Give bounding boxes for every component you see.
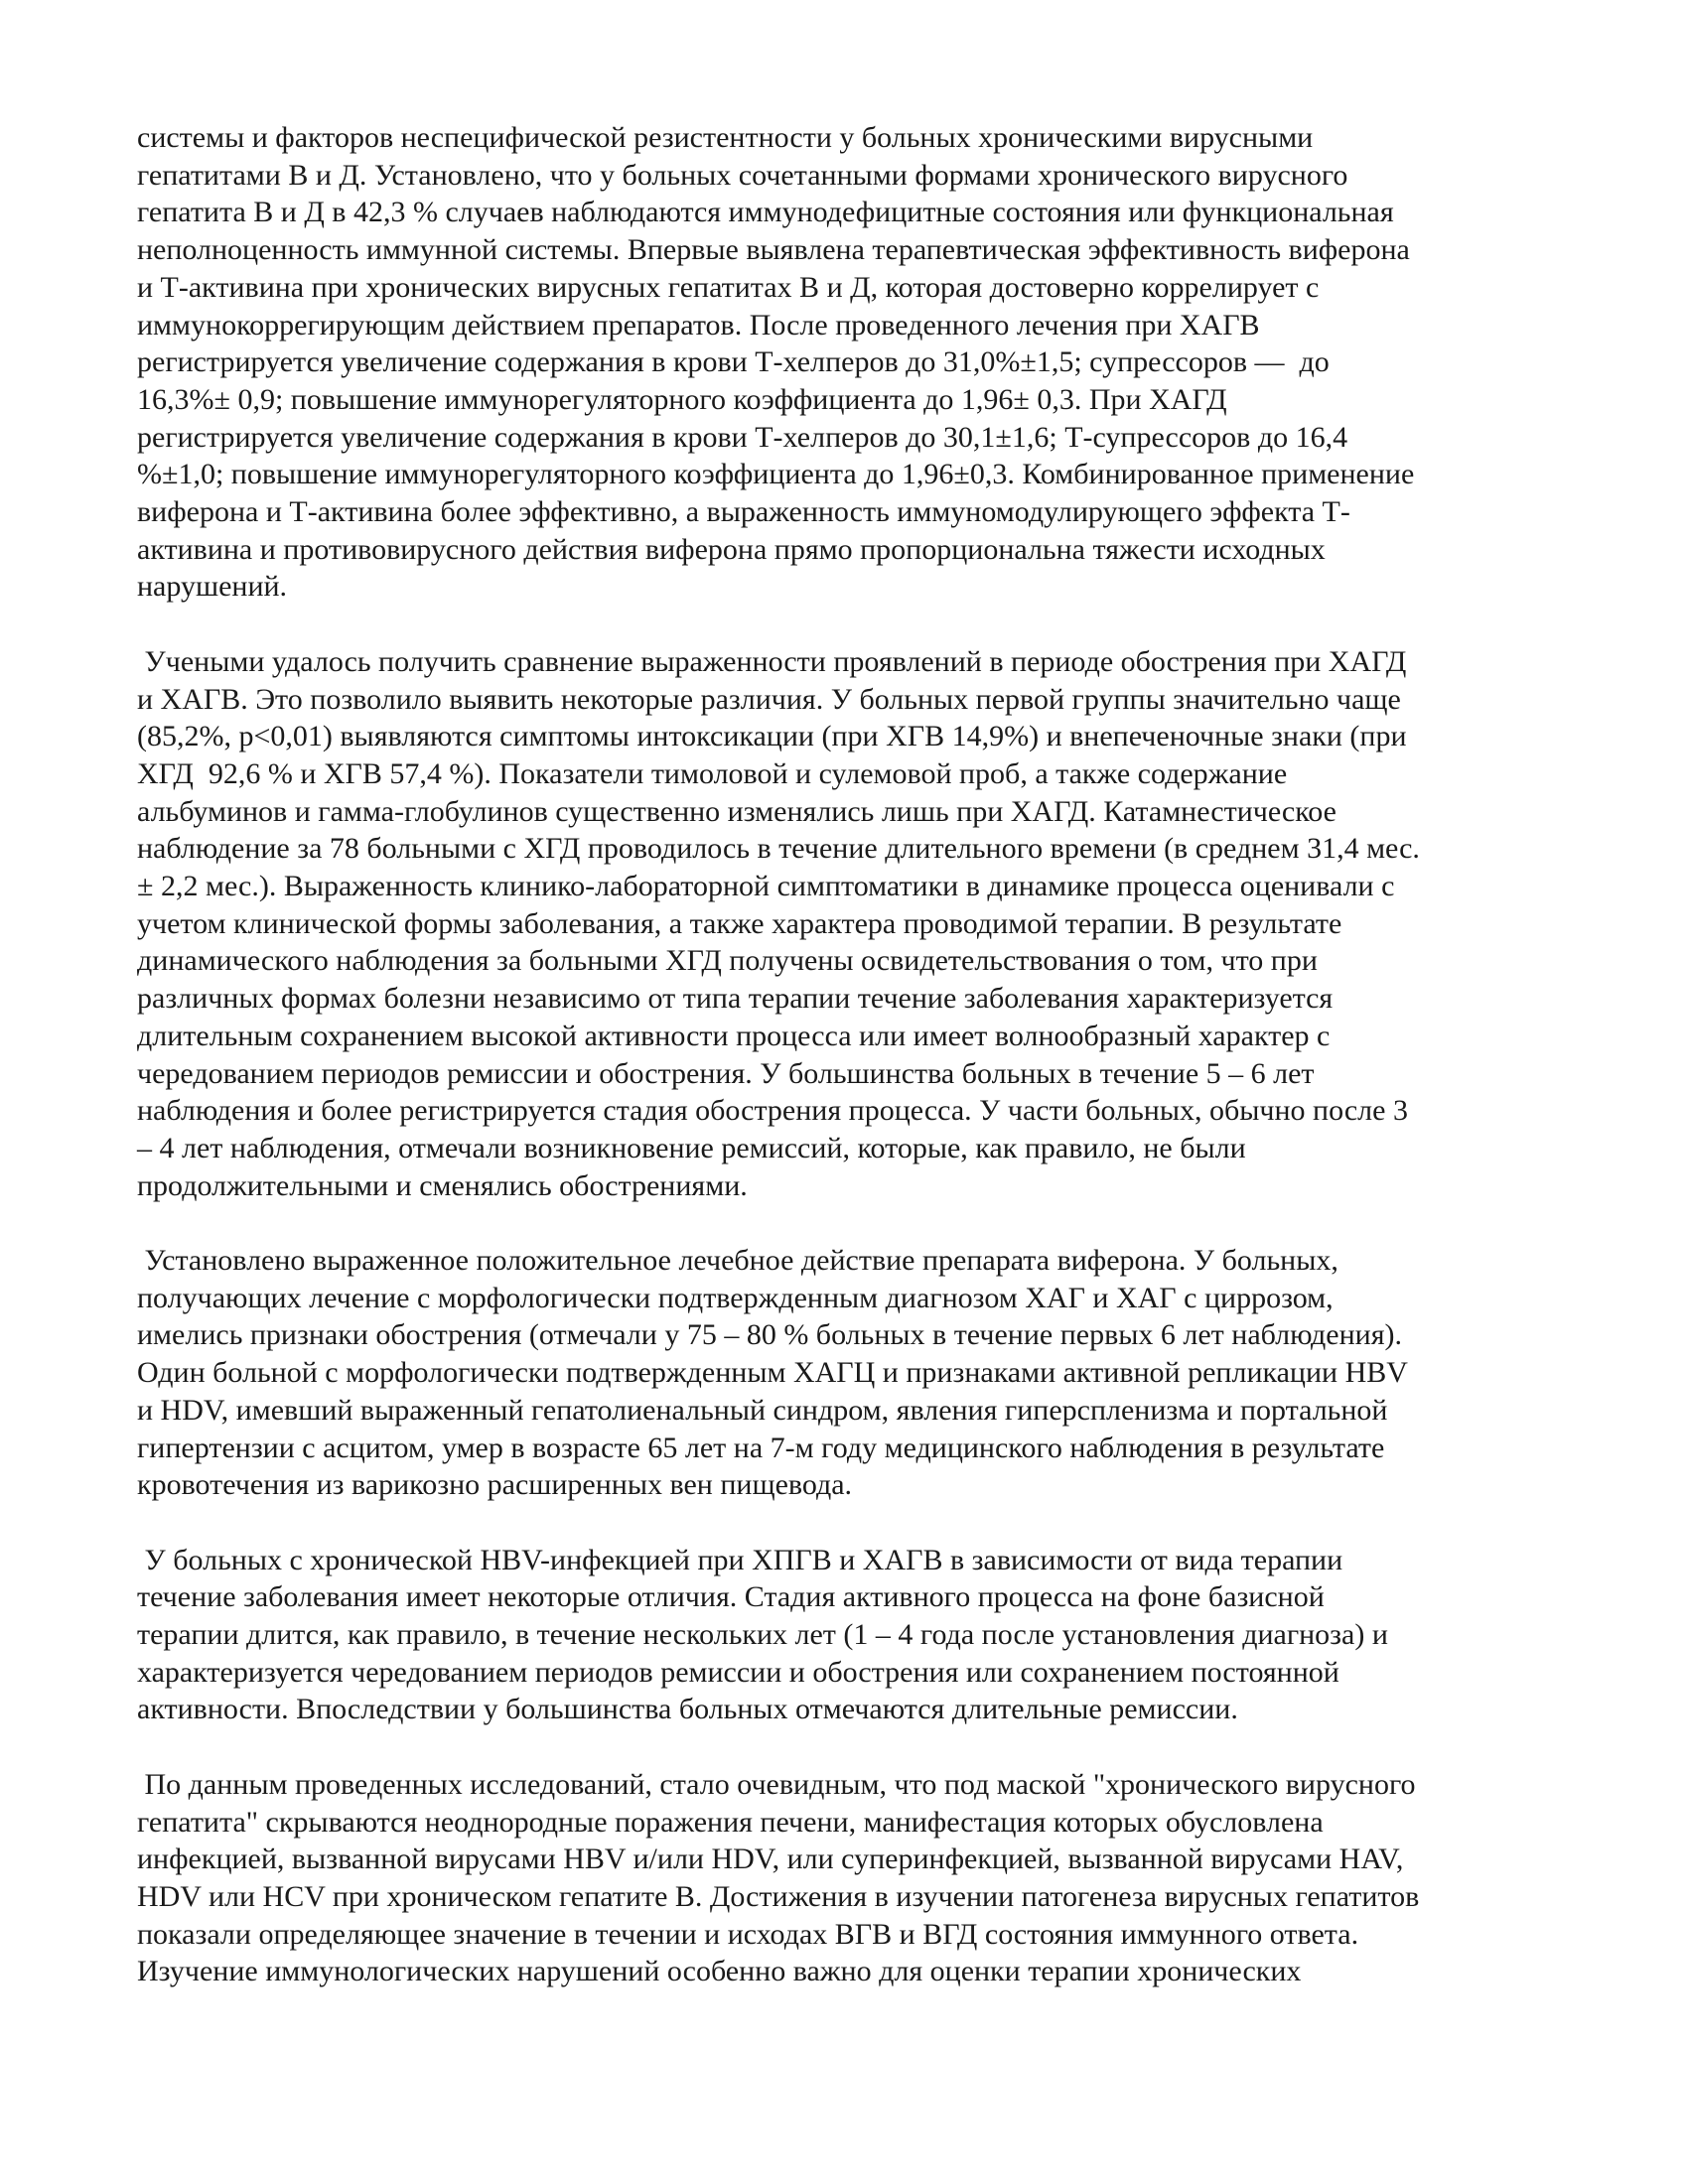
text-line: и ХАГВ. Это позволило выявить некоторые различия. У больных первой группы значительно чаще	[137, 682, 1401, 716]
text-line: гепатита" скрываются неоднородные поражения печени, манифестация которых обусловлена	[137, 1805, 1324, 1839]
paragraph-3	[137, 1242, 1577, 1504]
text-line: По данным проведенных исследований, стало очевидным, что под маской "хронического вирусного	[137, 1767, 1416, 1801]
text-line: регистрируется увеличение содержания в крови Т-хелперов до 31,0%±1,5; супрессоров — до	[137, 345, 1330, 379]
text-line: инфекцией, вызванной вирусами HBV и/или HDV, или суперинфекцией, вызванной вирусами HAV,	[137, 1843, 1404, 1876]
text-line: наблюдения и более регистрируется стадия обострения процесса. У части больных, обычно после 3	[137, 1094, 1408, 1128]
text-line: показали определяющее значение в течении и исходах ВГВ и ВГД состояния иммунного ответа.	[137, 1917, 1359, 1951]
text-line: терапии длится, как правило, в течение нескольких лет (1 – 4 года после установления диагноза) и	[137, 1618, 1388, 1652]
text-line: ± 2,2 мес.). Выраженность клинико-лабораторной симптоматики в динамике процесса оценивали с	[137, 870, 1395, 903]
text-line: гипертензии с асцитом, умер в возрасте 65 лет на 7-м году медицинского наблюдения в результате	[137, 1431, 1385, 1464]
text-line: регистрируется увеличение содержания в крови Т-хелперов до 30,1±1,6; Т-супрессоров до 16,4	[137, 420, 1348, 454]
text-line: продолжительными и сменялись обострениями.	[137, 1168, 748, 1202]
text-line: альбуминов и гамма-глобулинов существенно изменялись лишь при ХАГД. Катамнестическое	[137, 794, 1336, 828]
text-line: гепатита В и Д в 42,3 % случаев наблюдаются иммунодефицитные состояния или функциональная	[137, 196, 1394, 229]
text-line: иммунокоррегирующим действием препаратов. После проведенного лечения при ХАГВ	[137, 308, 1260, 341]
text-line: гепатитами В и Д. Установлено, что у больных сочетанными формами хронического вирусного	[137, 158, 1348, 192]
paragraph-1	[137, 119, 1577, 606]
text-line: Изучение иммунологических нарушений особенно важно для оценки терапии хронических	[137, 1955, 1302, 1988]
text-line: и Т-активина при хронических вирусных гепатитах В и Д, которая достоверно коррелирует с	[137, 270, 1320, 304]
text-line: неполноценность иммунной системы. Впервые выявлена терапевтическая эффективность виферона	[137, 233, 1410, 267]
paragraph-2	[137, 643, 1577, 1205]
text-line: активина и противовирусного действия виферона прямо пропорциональна тяжести исходных	[137, 532, 1326, 566]
text-line: динамического наблюдения за больными ХГД получены освидетельствования о том, что при	[137, 944, 1318, 978]
text-line: наблюдение за 78 больными с ХГД проводилось в течение длительного времени (в среднем 31,4 мес.	[137, 832, 1420, 866]
text-line: имелись признаки обострения (отмечали у 75 – 80 % больных в течение первых 6 лет наблюдения).	[137, 1318, 1403, 1352]
text-line: кровотечения из варикозно расширенных вен пищевода.	[137, 1468, 853, 1502]
text-line: Один больной с морфологически подтвержденным ХАГЦ и признаками активной репликации HBV	[137, 1356, 1408, 1390]
text-line: HDV или HCV при хроническом гепатите В. Достижения в изучении патогенеза вирусных гепатитов	[137, 1879, 1420, 1913]
text-line: течение заболевания имеет некоторые отличия. Стадия активного процесса на фоне базисной	[137, 1580, 1325, 1614]
text-line: длительным сохранением высокой активности процесса или имеет волнообразный характер с	[137, 1019, 1331, 1052]
text-line: системы и факторов неспецифической резистентности у больных хроническими вирусными	[137, 121, 1314, 154]
text-line: Учеными удалось получить сравнение выраженности проявлений в периоде обострения при ХАГД	[137, 644, 1407, 678]
text-line: ХГД 92,6 % и ХГВ 57,4 %). Показатели тимоловой и сулемовой проб, а также содержание	[137, 756, 1288, 790]
text-line: характеризуется чередованием периодов ремиссии и обострения или сохранением постоянной	[137, 1655, 1339, 1689]
text-line: 16,3%± 0,9; повышение иммунорегуляторного коэффициента до 1,96± 0,3. При ХАГД	[137, 382, 1227, 416]
paragraph-5	[137, 1766, 1577, 1990]
text-line: нарушений.	[137, 570, 288, 604]
text-line: – 4 лет наблюдения, отмечали возникновение ремиссий, которые, как правило, не были	[137, 1131, 1246, 1164]
text-line: учетом клинической формы заболевания, а также характера проводимой терапии. В результате	[137, 906, 1342, 940]
text-line: различных формах болезни независимо от типа терапии течение заболевания характеризуется	[137, 982, 1334, 1016]
text-line: У больных с хронической HBV-инфекцией при ХПГВ и ХАГВ в зависимости от вида терапии	[137, 1543, 1343, 1576]
text-line: Установлено выраженное положительное лечебное действие препарата виферона. У больных,	[137, 1244, 1338, 1278]
text-line: (85,2%, р<0,01) выявляются симптомы интоксикации (при ХГВ 14,9%) и внепеченочные знаки (при	[137, 720, 1407, 753]
text-line: чередованием периодов ремиссии и обострения. У большинства больных в течение 5 – 6 лет	[137, 1056, 1315, 1090]
text-line: %±1,0; повышение иммунорегуляторного коэффициента до 1,96±0,3. Комбинированное применение	[137, 458, 1415, 491]
paragraph-4	[137, 1542, 1577, 1729]
text-line: получающих лечение с морфологически подтвержденным диагнозом ХАГ и ХАГ с циррозом,	[137, 1281, 1334, 1314]
document-page	[137, 119, 1577, 2028]
text-line: и HDV, имевший выраженный гепатолиенальный синдром, явления гиперспленизма и портальной	[137, 1393, 1388, 1427]
text-line: активности. Впоследствии у большинства больных отмечаются длительные ремиссии.	[137, 1693, 1238, 1726]
text-line: виферона и Т-активина более эффективно, а выраженность иммуномодулирующего эффекта Т-	[137, 495, 1350, 529]
